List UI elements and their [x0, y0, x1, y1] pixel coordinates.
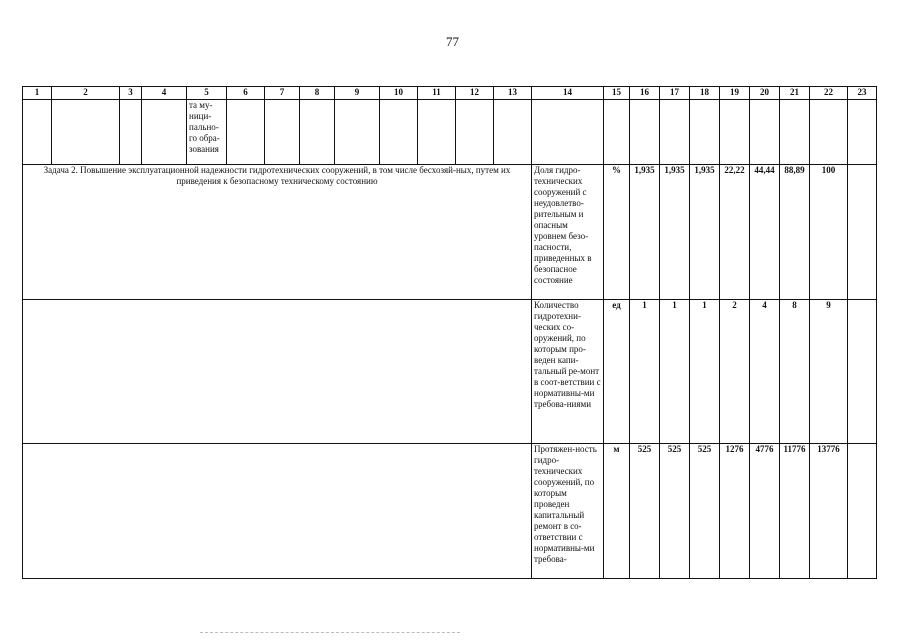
cont-cell: [142, 100, 187, 165]
cont-cell: [120, 100, 142, 165]
cont-col5-text: та му-ници-пально-го обра-зования: [187, 100, 227, 165]
cont-cell: [750, 100, 780, 165]
indicator-row-share: [23, 165, 877, 300]
value-col21: 88,89: [780, 165, 810, 300]
col-number-12: 12: [456, 87, 494, 100]
value-col18: 1,935: [690, 165, 720, 300]
value-col17: 1,935: [660, 165, 690, 300]
col-number-9: 9: [335, 87, 380, 100]
value-col20: 4776: [750, 444, 780, 579]
col-number-4: 4: [142, 87, 187, 100]
col-number-23: 23: [848, 87, 877, 100]
col-number-5: 5: [187, 87, 227, 100]
value-col23: [848, 300, 877, 444]
value-col19: 22,22: [720, 165, 750, 300]
value-col16: 1: [630, 300, 660, 444]
indicator-name: Доля гидро-технических сооружений с неудовлетво-рительным и опасным уровнем безо-пасности, приведенных в безопасное состояние: [532, 165, 604, 300]
col-number-20: 20: [750, 87, 780, 100]
value-col17: 525: [660, 444, 690, 579]
cont-cell: [660, 100, 690, 165]
cont-cell: [23, 100, 52, 165]
col-number-17: 17: [660, 87, 690, 100]
value-col18: 1: [690, 300, 720, 444]
task-description: Задача 2. Повышение эксплуатационной надежности гидротехнических сооружений, в том числе бесхозяй-ных, путем их приведения к безопасному техническому состоянию: [23, 165, 532, 300]
cont-cell: [780, 100, 810, 165]
value-col23: [848, 165, 877, 300]
value-col20: 4: [750, 300, 780, 444]
indicator-name: Протяжен-ность гидро-технических сооружений, по которым проведен капитальный ремонт в со-ответствии с нормативны-ми требова-: [532, 444, 604, 579]
col-number-3: 3: [120, 87, 142, 100]
indicator-name: Количество гидротехни-ческих со-оружений, по которым про-веден капи-тальный ре-монт в соот-ветствии с нормативны-ми требова-ниями: [532, 300, 604, 444]
col-number-10: 10: [380, 87, 418, 100]
cont-cell: [265, 100, 300, 165]
cont-cell: [810, 100, 848, 165]
value-col22: 9: [810, 300, 848, 444]
value-col18: 525: [690, 444, 720, 579]
col-number-11: 11: [418, 87, 456, 100]
value-col16: 1,935: [630, 165, 660, 300]
cont-cell: [52, 100, 120, 165]
col-number-19: 19: [720, 87, 750, 100]
col-number-15: 15: [604, 87, 630, 100]
continuation-row: [23, 100, 877, 165]
col-number-22: 22: [810, 87, 848, 100]
plan-table: [22, 86, 877, 579]
indicator-unit: ед: [604, 300, 630, 444]
col-number-13: 13: [494, 87, 532, 100]
indicator-unit: м: [604, 444, 630, 579]
scan-artifact-line: [200, 632, 460, 636]
col-number-6: 6: [227, 87, 265, 100]
value-col19: 1276: [720, 444, 750, 579]
cont-cell: [456, 100, 494, 165]
merged-blank-cell: [23, 444, 532, 579]
cont-cell: [604, 100, 630, 165]
col-number-18: 18: [690, 87, 720, 100]
value-col22: 100: [810, 165, 848, 300]
col-number-21: 21: [780, 87, 810, 100]
cont-cell: [532, 100, 604, 165]
col-number-8: 8: [300, 87, 335, 100]
col-number-14: 14: [532, 87, 604, 100]
cont-cell: [690, 100, 720, 165]
value-col16: 525: [630, 444, 660, 579]
indicator-row-length: [23, 444, 877, 579]
value-col17: 1: [660, 300, 690, 444]
value-col22: 13776: [810, 444, 848, 579]
cont-cell: [418, 100, 456, 165]
merged-blank-cell: [23, 300, 532, 444]
cont-cell: [848, 100, 877, 165]
indicator-unit: %: [604, 165, 630, 300]
value-col21: 11776: [780, 444, 810, 579]
cont-cell: [630, 100, 660, 165]
cont-cell: [300, 100, 335, 165]
col-number-2: 2: [52, 87, 120, 100]
value-col20: 44,44: [750, 165, 780, 300]
value-col23: [848, 444, 877, 579]
col-number-1: 1: [23, 87, 52, 100]
column-number-row: [23, 87, 877, 100]
cont-cell: [227, 100, 265, 165]
col-number-16: 16: [630, 87, 660, 100]
cont-cell: [335, 100, 380, 165]
col-number-7: 7: [265, 87, 300, 100]
indicator-row-count: [23, 300, 877, 444]
cont-cell: [380, 100, 418, 165]
cont-cell: [720, 100, 750, 165]
cont-cell: [494, 100, 532, 165]
value-col21: 8: [780, 300, 810, 444]
value-col19: 2: [720, 300, 750, 444]
page-number: 77: [446, 34, 459, 49]
